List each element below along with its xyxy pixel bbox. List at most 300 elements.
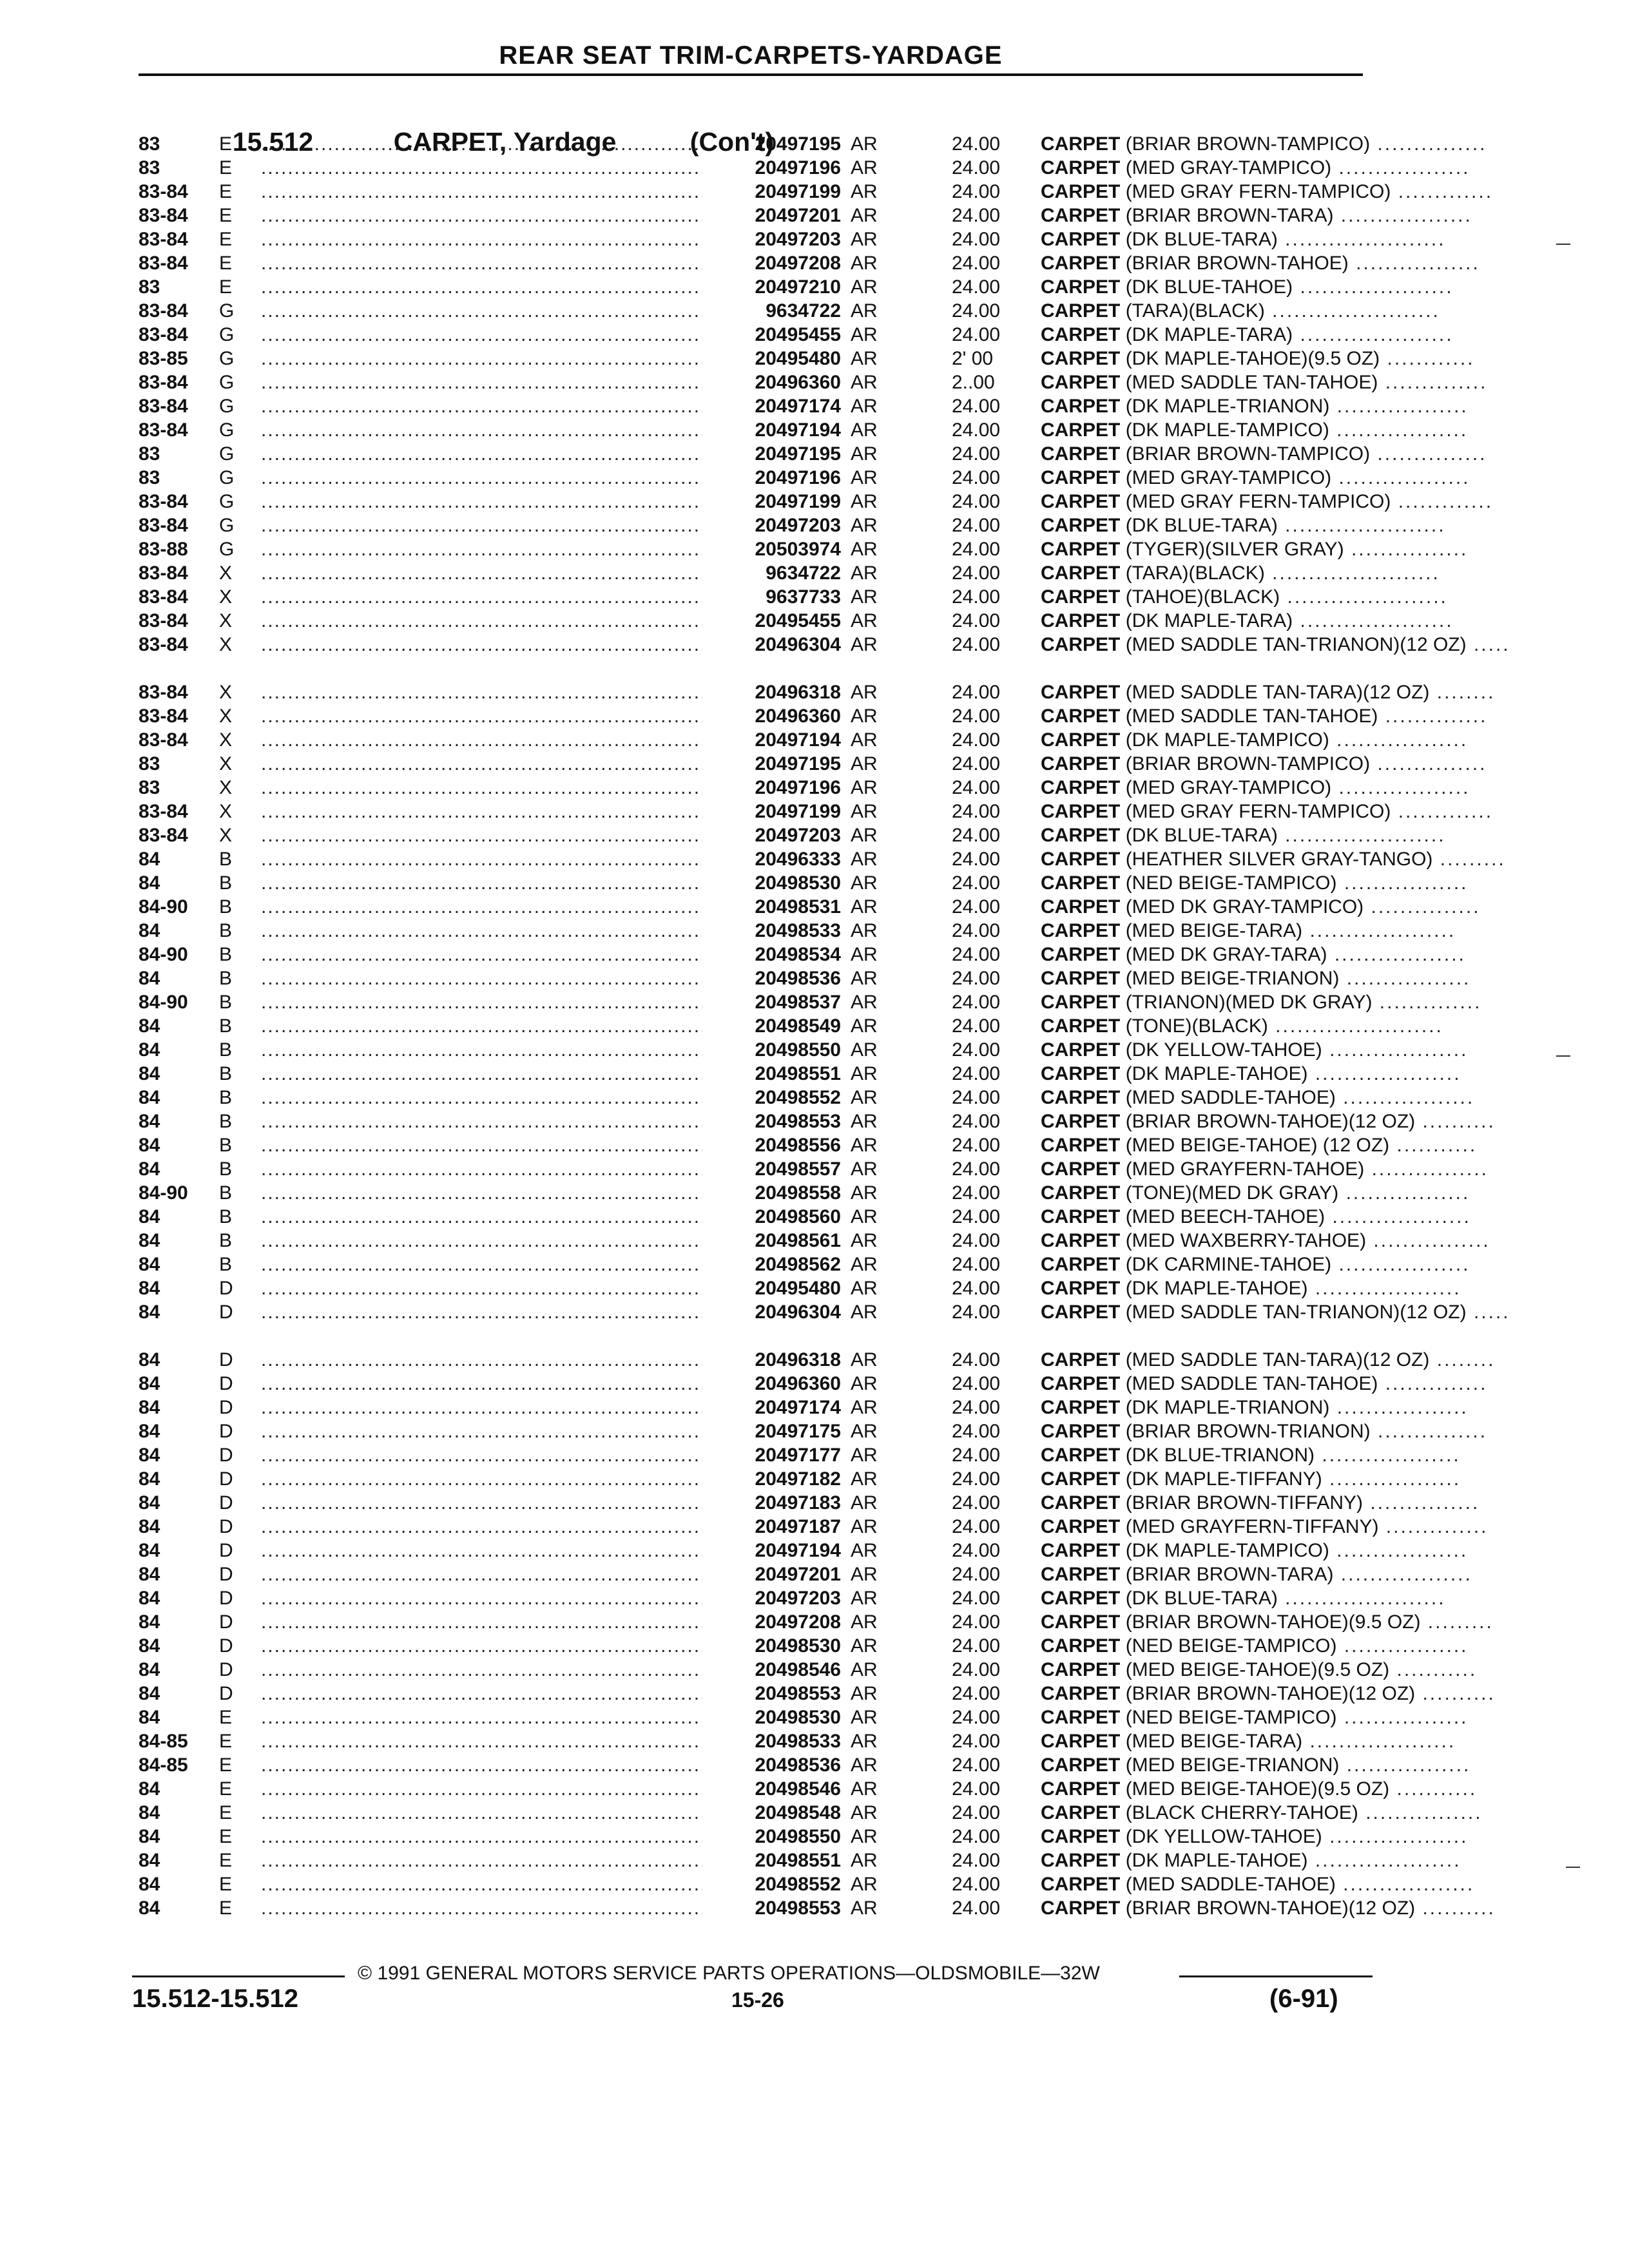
year-cell: 83 bbox=[139, 133, 160, 155]
code-cell: G bbox=[219, 539, 235, 560]
description-cell bbox=[1041, 800, 1511, 823]
price-cell: 24.00 bbox=[952, 1063, 1001, 1084]
table-row bbox=[139, 966, 1471, 990]
description-cell bbox=[1041, 728, 1511, 752]
quantity-cell: AR bbox=[851, 610, 878, 631]
description-cell bbox=[1041, 275, 1511, 299]
description-cell bbox=[1041, 1658, 1511, 1682]
description-prefix: CARPET bbox=[1041, 133, 1121, 155]
price-cell: 24.00 bbox=[952, 825, 1001, 846]
part-number-cell: 20498530 bbox=[755, 872, 841, 894]
description-cell bbox=[1041, 1348, 1511, 1372]
table-row bbox=[139, 1777, 1478, 1801]
price-cell: 24.00 bbox=[952, 396, 1001, 417]
table-row bbox=[139, 633, 1510, 680]
table-row bbox=[139, 943, 1466, 966]
footer-section-range: 15.512-15.512 bbox=[132, 1984, 299, 2013]
code-cell: X bbox=[219, 562, 233, 584]
leader-dots: ...................... bbox=[1277, 515, 1446, 536]
description-text: (NED BEIGE-TAMPICO) bbox=[1125, 872, 1337, 894]
description-text: (BRIAR BROWN-TAHOE)(12 OZ) bbox=[1125, 1683, 1416, 1704]
year-cell: 84 bbox=[139, 1540, 160, 1561]
price-cell: 24.00 bbox=[952, 1874, 1001, 1895]
price-cell: 24.00 bbox=[952, 1492, 1001, 1514]
header-rule bbox=[139, 73, 1363, 76]
table-row bbox=[139, 680, 1496, 704]
year-cell: 84 bbox=[139, 1158, 160, 1180]
year-cell: 83 bbox=[139, 157, 160, 178]
leader-dots: .................. bbox=[1329, 1540, 1469, 1561]
table-row bbox=[139, 1467, 1461, 1491]
description-text: (MED SADDLE TAN-TARA)(12 OZ) bbox=[1125, 1349, 1430, 1370]
price-cell: 24.00 bbox=[952, 896, 1001, 918]
description-text: (DK BLUE-TARA) bbox=[1125, 515, 1278, 536]
quantity-cell: AR bbox=[851, 849, 878, 870]
description-prefix: CARPET bbox=[1041, 253, 1121, 274]
quantity-cell: AR bbox=[851, 992, 878, 1013]
year-cell: 84 bbox=[139, 1254, 160, 1275]
description-prefix: CARPET bbox=[1041, 896, 1121, 918]
code-cell: X bbox=[219, 634, 233, 655]
description-text: (MED SADDLE TAN-TAHOE) bbox=[1125, 372, 1378, 393]
table-row bbox=[139, 1658, 1478, 1682]
quantity-cell: AR bbox=[851, 1302, 878, 1323]
description-text: (BRIAR BROWN-TARA) bbox=[1125, 205, 1334, 226]
description-cell bbox=[1041, 752, 1511, 776]
code-cell: G bbox=[219, 491, 235, 512]
description-cell bbox=[1041, 1610, 1511, 1634]
code-cell: B bbox=[219, 1063, 233, 1084]
table-row bbox=[139, 1682, 1496, 1706]
description-text: (DK BLUE-TARA) bbox=[1125, 229, 1278, 250]
year-cell: 84 bbox=[139, 1659, 160, 1680]
code-cell: G bbox=[219, 372, 235, 393]
part-number-cell: 20496318 bbox=[755, 1349, 841, 1370]
leader-dots: ............. bbox=[1391, 801, 1494, 822]
quantity-cell: AR bbox=[851, 1397, 878, 1418]
description-cell bbox=[1041, 919, 1511, 943]
footer-rule-left bbox=[132, 1975, 345, 1977]
description-cell bbox=[1041, 1896, 1511, 1920]
year-cell: 84 bbox=[139, 1373, 160, 1394]
leader-dots: ............... bbox=[1370, 1421, 1488, 1442]
description-cell bbox=[1041, 943, 1511, 966]
code-cell: D bbox=[219, 1468, 233, 1490]
year-cell: 84 bbox=[139, 1278, 160, 1299]
description-cell bbox=[1041, 561, 1511, 585]
year-cell: 83-84 bbox=[139, 491, 188, 512]
description-cell bbox=[1041, 871, 1511, 895]
year-cell: 84 bbox=[139, 1230, 160, 1251]
description-text: (MED BEIGE-TARA) bbox=[1125, 920, 1303, 941]
year-cell: 83-84 bbox=[139, 610, 188, 631]
description-text: (MED SADDLE TAN-TRIANON)(12 OZ) bbox=[1125, 634, 1467, 655]
leader-dots: .............. bbox=[1378, 372, 1488, 393]
price-cell: 24.00 bbox=[952, 253, 1001, 274]
description-text: (TYGER)(SILVER GRAY) bbox=[1125, 539, 1344, 560]
code-cell: B bbox=[219, 1158, 233, 1180]
description-text: (MED SADDLE TAN-TAHOE) bbox=[1125, 706, 1378, 727]
description-text: (MED BEIGE-TRIANON) bbox=[1125, 968, 1340, 989]
part-number-cell: 20497187 bbox=[755, 1516, 841, 1537]
description-cell bbox=[1041, 394, 1511, 418]
price-cell: 24.00 bbox=[952, 1683, 1001, 1704]
part-number-cell: 20498560 bbox=[755, 1206, 841, 1227]
part-number-cell: 20498557 bbox=[755, 1158, 841, 1180]
code-cell: D bbox=[219, 1421, 233, 1442]
part-number-cell: 20496304 bbox=[755, 1302, 841, 1323]
price-cell: 24.00 bbox=[952, 586, 1001, 608]
part-number-cell: 20498546 bbox=[755, 1778, 841, 1800]
description-cell bbox=[1041, 466, 1511, 490]
price-cell: 24.00 bbox=[952, 1302, 1001, 1323]
price-cell: 24.00 bbox=[952, 1802, 1001, 1823]
price-cell: 24.00 bbox=[952, 777, 1001, 798]
leader-dots: ...................... bbox=[1280, 586, 1448, 608]
code-cell: D bbox=[219, 1635, 233, 1657]
code-cell: B bbox=[219, 1182, 233, 1204]
year-cell: 83 bbox=[139, 777, 160, 798]
part-number-cell: 20498548 bbox=[755, 1802, 841, 1823]
quantity-cell: AR bbox=[851, 205, 878, 226]
table-row bbox=[139, 1396, 1469, 1419]
description-cell bbox=[1041, 251, 1511, 275]
description-prefix: CARPET bbox=[1041, 1158, 1121, 1180]
price-cell: 24.00 bbox=[952, 1778, 1001, 1800]
description-prefix: CARPET bbox=[1041, 634, 1121, 655]
description-cell bbox=[1041, 585, 1511, 609]
part-number-cell: 20495480 bbox=[755, 1278, 841, 1299]
description-cell bbox=[1041, 180, 1511, 204]
quantity-cell: AR bbox=[851, 348, 878, 369]
description-text: (HEATHER SILVER GRAY-TANGO) bbox=[1125, 849, 1433, 870]
description-prefix: CARPET bbox=[1041, 1874, 1121, 1895]
description-prefix: CARPET bbox=[1041, 1826, 1121, 1847]
code-cell: B bbox=[219, 872, 233, 894]
table-row bbox=[139, 1372, 1488, 1396]
quantity-cell: AR bbox=[851, 229, 878, 250]
year-cell: 84 bbox=[139, 1397, 160, 1418]
description-text: (DK MAPLE-TRIANON) bbox=[1125, 1397, 1330, 1418]
code-cell: B bbox=[219, 849, 233, 870]
quantity-cell: AR bbox=[851, 1826, 878, 1847]
description-text: (DK BLUE-TAHOE) bbox=[1125, 276, 1293, 298]
table-row bbox=[139, 299, 1440, 323]
description-cell bbox=[1041, 1872, 1511, 1896]
price-cell: 24.00 bbox=[952, 920, 1001, 941]
quantity-cell: AR bbox=[851, 1111, 878, 1132]
description-prefix: CARPET bbox=[1041, 1588, 1121, 1609]
year-cell: 84 bbox=[139, 1635, 160, 1657]
price-cell: 24.00 bbox=[952, 1898, 1001, 1919]
quantity-cell: AR bbox=[851, 944, 878, 965]
part-number-cell: 9637733 bbox=[766, 586, 841, 608]
code-cell: G bbox=[219, 443, 235, 465]
quantity-cell: AR bbox=[851, 1874, 878, 1895]
code-cell: X bbox=[219, 682, 233, 703]
year-cell: 84 bbox=[139, 1445, 160, 1466]
table-row bbox=[139, 156, 1470, 180]
code-cell: X bbox=[219, 777, 233, 798]
price-cell: 24.00 bbox=[952, 1588, 1001, 1609]
description-text: (MED BEIGE-TARA) bbox=[1125, 1731, 1303, 1752]
quantity-cell: AR bbox=[851, 1373, 878, 1394]
price-cell: 24.00 bbox=[952, 1373, 1001, 1394]
quantity-cell: AR bbox=[851, 181, 878, 202]
part-number-cell: 20498550 bbox=[755, 1826, 841, 1847]
quantity-cell: AR bbox=[851, 825, 878, 846]
description-prefix: CARPET bbox=[1041, 610, 1121, 631]
quantity-cell: AR bbox=[851, 1015, 878, 1037]
part-number-cell: 20498549 bbox=[755, 1015, 841, 1037]
description-prefix: CARPET bbox=[1041, 1063, 1121, 1084]
description-prefix: CARPET bbox=[1041, 229, 1121, 250]
year-cell: 83-84 bbox=[139, 706, 188, 727]
description-cell bbox=[1041, 1706, 1511, 1729]
price-cell: 24.00 bbox=[952, 491, 1001, 512]
leader-dots: ......... bbox=[1432, 849, 1506, 870]
price-cell: 24.00 bbox=[952, 1731, 1001, 1752]
description-text: (DK YELLOW-TAHOE) bbox=[1125, 1826, 1322, 1847]
code-cell: B bbox=[219, 1135, 233, 1156]
description-cell bbox=[1041, 1539, 1511, 1562]
quantity-cell: AR bbox=[851, 1683, 878, 1704]
part-number-cell: 20498561 bbox=[755, 1230, 841, 1251]
description-prefix: CARPET bbox=[1041, 1182, 1121, 1204]
part-number-cell: 20498530 bbox=[755, 1707, 841, 1728]
table-row bbox=[139, 1014, 1443, 1038]
table-row bbox=[139, 895, 1481, 919]
year-cell: 84-90 bbox=[139, 944, 188, 965]
leader-dots: .................... bbox=[1307, 1850, 1461, 1871]
description-text: (DK MAPLE-TAMPICO) bbox=[1125, 1540, 1329, 1561]
description-text: (DK MAPLE-TARA) bbox=[1125, 324, 1293, 345]
description-prefix: CARPET bbox=[1041, 992, 1121, 1013]
table-row bbox=[139, 1562, 1472, 1586]
part-number-cell: 20497199 bbox=[755, 801, 841, 822]
code-cell: E bbox=[219, 133, 233, 155]
price-cell: 24.00 bbox=[952, 801, 1001, 822]
price-cell: 24.00 bbox=[952, 610, 1001, 631]
price-cell: 24.00 bbox=[952, 1540, 1001, 1561]
description-prefix: CARPET bbox=[1041, 1540, 1121, 1561]
price-cell: 24.00 bbox=[952, 1850, 1001, 1871]
part-number-cell: 20498537 bbox=[755, 992, 841, 1013]
code-cell: B bbox=[219, 944, 233, 965]
code-cell: E bbox=[219, 229, 233, 250]
part-number-cell: 20503974 bbox=[755, 539, 841, 560]
code-cell: D bbox=[219, 1683, 233, 1704]
section-number: 15.512 bbox=[232, 127, 314, 157]
code-cell: D bbox=[219, 1588, 233, 1609]
part-number-cell: 20498552 bbox=[755, 1874, 841, 1895]
quantity-cell: AR bbox=[851, 467, 878, 488]
description-prefix: CARPET bbox=[1041, 1302, 1121, 1323]
code-cell: E bbox=[219, 157, 233, 178]
description-cell bbox=[1041, 370, 1511, 394]
code-cell: D bbox=[219, 1302, 233, 1323]
part-number-cell: 20495455 bbox=[755, 324, 841, 345]
year-cell: 84 bbox=[139, 1874, 160, 1895]
description-cell bbox=[1041, 227, 1511, 251]
code-cell: E bbox=[219, 1898, 233, 1919]
description-prefix: CARPET bbox=[1041, 1230, 1121, 1251]
price-cell: 24.00 bbox=[952, 1087, 1001, 1108]
code-cell: D bbox=[219, 1278, 233, 1299]
description-prefix: CARPET bbox=[1041, 1468, 1121, 1490]
table-row bbox=[139, 990, 1482, 1014]
part-number-cell: 20498556 bbox=[755, 1135, 841, 1156]
table-row bbox=[139, 132, 1487, 156]
description-text: (MED BEIGE-TAHOE)(9.5 OZ) bbox=[1125, 1778, 1390, 1800]
quantity-cell: AR bbox=[851, 157, 878, 178]
year-cell: 83-84 bbox=[139, 229, 188, 250]
table-row bbox=[139, 1062, 1461, 1086]
leader-dots: ................ bbox=[1364, 1158, 1489, 1180]
part-number-cell: 20497196 bbox=[755, 157, 841, 178]
code-cell: G bbox=[219, 467, 235, 488]
description-text: (NED BEIGE-TAMPICO) bbox=[1125, 1635, 1337, 1657]
leader-dots: ........... bbox=[1389, 1659, 1478, 1680]
description-cell bbox=[1041, 966, 1511, 990]
leader-dots: ......... bbox=[1420, 1611, 1494, 1633]
description-cell bbox=[1041, 347, 1511, 370]
year-cell: 83-84 bbox=[139, 729, 188, 751]
price-cell: 24.00 bbox=[952, 515, 1001, 536]
code-cell: B bbox=[219, 1087, 233, 1108]
year-cell: 84 bbox=[139, 1516, 160, 1537]
description-prefix: CARPET bbox=[1041, 1278, 1121, 1299]
description-text: (MED DK GRAY-TAMPICO) bbox=[1125, 896, 1364, 918]
description-prefix: CARPET bbox=[1041, 729, 1121, 751]
leader-dots: .................. bbox=[1322, 1468, 1461, 1490]
description-cell bbox=[1041, 1086, 1511, 1110]
description-text: (DK MAPLE-TAMPICO) bbox=[1125, 419, 1329, 441]
table-row bbox=[139, 728, 1469, 752]
leader-dots: ....................... bbox=[1264, 300, 1440, 322]
description-text: (DK MAPLE-TAMPICO) bbox=[1125, 729, 1329, 751]
leader-dots: ............... bbox=[1363, 1492, 1480, 1514]
page-title: REAR SEAT TRIM-CARPETS-YARDAGE bbox=[499, 41, 1003, 70]
code-cell: E bbox=[219, 1874, 233, 1895]
leader-dots: ............. bbox=[1391, 491, 1494, 512]
table-row bbox=[139, 347, 1475, 370]
price-cell: 24.00 bbox=[952, 849, 1001, 870]
description-prefix: CARPET bbox=[1041, 1898, 1121, 1919]
part-number-cell: 20497210 bbox=[755, 276, 841, 298]
description-cell bbox=[1041, 299, 1511, 323]
description-prefix: CARPET bbox=[1041, 515, 1121, 536]
table-row bbox=[139, 561, 1440, 585]
description-cell bbox=[1041, 1491, 1511, 1515]
year-cell: 84 bbox=[139, 1206, 160, 1227]
leader-dots: ............... bbox=[1370, 443, 1487, 465]
description-prefix: CARPET bbox=[1041, 1349, 1121, 1370]
year-cell: 84 bbox=[139, 1588, 160, 1609]
quantity-cell: AR bbox=[851, 1182, 878, 1204]
leader-dots: .................. bbox=[1329, 1397, 1469, 1418]
description-prefix: CARPET bbox=[1041, 1611, 1121, 1633]
year-cell: 84-90 bbox=[139, 992, 188, 1013]
description-cell bbox=[1041, 1443, 1511, 1467]
table-row bbox=[139, 1443, 1461, 1467]
description-text: (BRIAR BROWN-TARA) bbox=[1125, 1564, 1334, 1585]
description-prefix: CARPET bbox=[1041, 1015, 1121, 1037]
code-cell: E bbox=[219, 1802, 233, 1823]
leader-dots: ................... bbox=[1325, 1206, 1471, 1227]
price-cell: 24.00 bbox=[952, 1754, 1001, 1776]
year-cell: 84 bbox=[139, 968, 160, 989]
quantity-cell: AR bbox=[851, 1230, 878, 1251]
price-cell: 24.00 bbox=[952, 1230, 1001, 1251]
code-cell: G bbox=[219, 300, 235, 322]
description-prefix: CARPET bbox=[1041, 1445, 1121, 1466]
quantity-cell: AR bbox=[851, 539, 878, 560]
part-number-cell: 20497174 bbox=[755, 396, 841, 417]
quantity-cell: AR bbox=[851, 586, 878, 608]
code-cell: B bbox=[219, 1039, 233, 1061]
description-prefix: CARPET bbox=[1041, 467, 1121, 488]
leader-dots: ........ bbox=[1429, 682, 1496, 703]
description-text: (TONE)(MED DK GRAY) bbox=[1125, 1182, 1339, 1204]
price-cell: 2' 00 bbox=[952, 348, 994, 369]
table-row bbox=[139, 1491, 1480, 1515]
price-cell: 2..00 bbox=[952, 372, 995, 393]
description-text: (DK MAPLE-TAHOE) bbox=[1125, 1063, 1308, 1084]
leader-dots: ................... bbox=[1322, 1826, 1469, 1847]
quantity-cell: AR bbox=[851, 1778, 878, 1800]
description-cell bbox=[1041, 1729, 1511, 1753]
part-number-cell: 20497199 bbox=[755, 181, 841, 202]
description-prefix: CARPET bbox=[1041, 1516, 1121, 1537]
part-number-cell: 20498536 bbox=[755, 968, 841, 989]
price-cell: 24.00 bbox=[952, 1278, 1001, 1299]
part-number-cell: 9634722 bbox=[766, 300, 841, 322]
code-cell: E bbox=[219, 276, 233, 298]
price-cell: 24.00 bbox=[952, 539, 1001, 560]
leader-dots: .................. bbox=[1329, 419, 1469, 441]
table-row bbox=[139, 1229, 1490, 1253]
price-cell: 24.00 bbox=[952, 276, 1001, 298]
table-row bbox=[139, 1801, 1483, 1825]
price-cell: 24.00 bbox=[952, 1111, 1001, 1132]
part-number-cell: 20496360 bbox=[755, 372, 841, 393]
year-cell: 84 bbox=[139, 1349, 160, 1370]
table-row bbox=[139, 418, 1469, 442]
year-cell: 83-84 bbox=[139, 324, 188, 345]
part-number-cell: 20497195 bbox=[755, 443, 841, 465]
code-cell: X bbox=[219, 706, 233, 727]
year-cell: 84 bbox=[139, 1802, 160, 1823]
year-cell: 83-84 bbox=[139, 562, 188, 584]
leader-dots: .................. bbox=[1331, 777, 1470, 798]
description-prefix: CARPET bbox=[1041, 1683, 1121, 1704]
quantity-cell: AR bbox=[851, 324, 878, 345]
part-number-cell: 20497175 bbox=[755, 1421, 841, 1442]
leader-dots: .................. bbox=[1331, 1254, 1470, 1275]
description-prefix: CARPET bbox=[1041, 348, 1121, 369]
description-cell bbox=[1041, 1467, 1511, 1491]
description-prefix: CARPET bbox=[1041, 1564, 1121, 1585]
description-cell bbox=[1041, 490, 1511, 514]
price-cell: 24.00 bbox=[952, 1564, 1001, 1585]
description-text: (MED GRAYFERN-TIFFANY) bbox=[1125, 1516, 1379, 1537]
leader-dots: ................. bbox=[1339, 1754, 1471, 1776]
description-cell bbox=[1041, 1515, 1511, 1539]
part-number-cell: 20496360 bbox=[755, 706, 841, 727]
part-number-cell: 20497208 bbox=[755, 1611, 841, 1633]
quantity-cell: AR bbox=[851, 896, 878, 918]
